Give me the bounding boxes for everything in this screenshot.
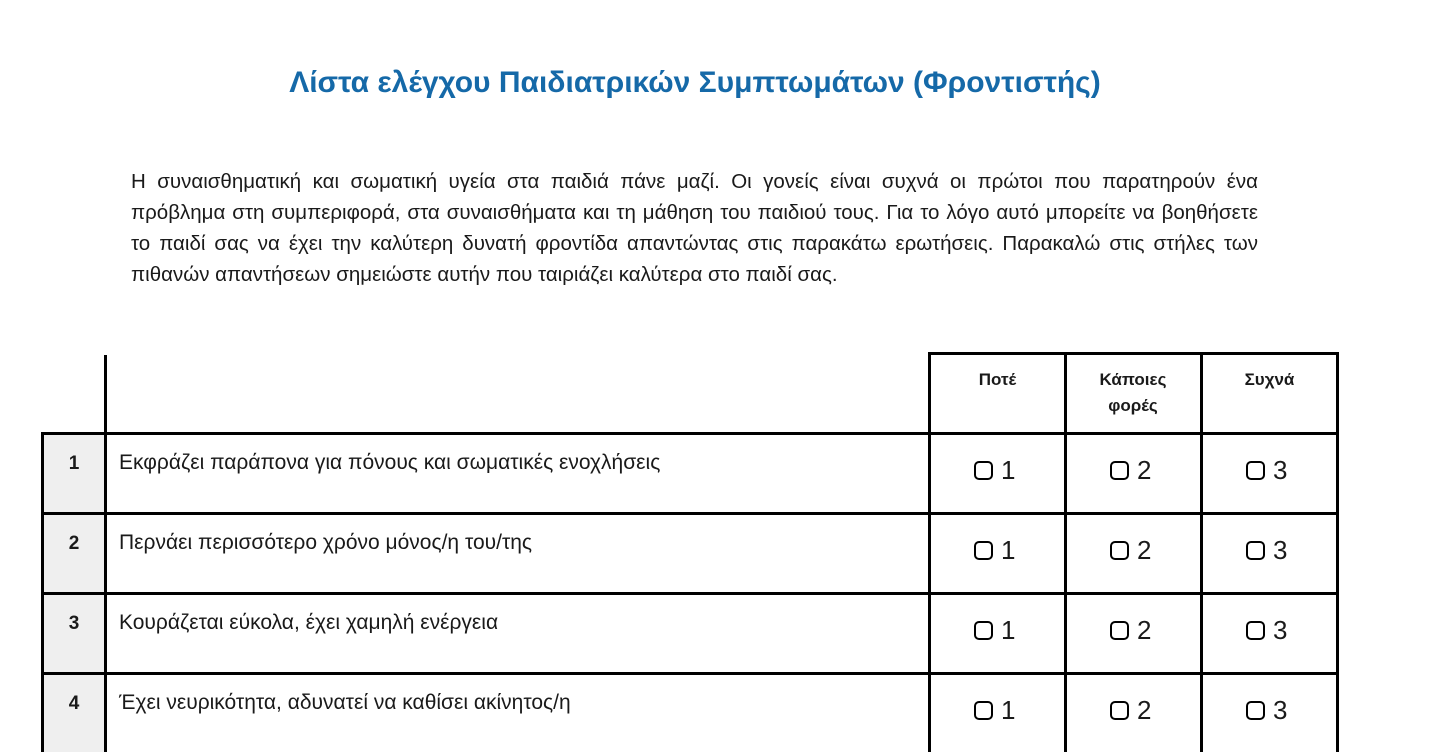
- option-label: 2: [1137, 535, 1152, 565]
- option-never[interactable]: [974, 535, 1015, 566]
- option-label: 3: [1273, 695, 1288, 725]
- row-number: 1: [68, 453, 80, 474]
- option-sometimes[interactable]: [1110, 695, 1151, 726]
- checkbox-icon[interactable]: [974, 621, 993, 640]
- divider: [41, 512, 1339, 515]
- option-never[interactable]: [974, 615, 1015, 646]
- divider: [1200, 352, 1203, 752]
- option-sometimes[interactable]: [1110, 615, 1151, 646]
- checkbox-icon[interactable]: [1246, 461, 1265, 480]
- column-header-often: Συχνά: [1244, 370, 1295, 389]
- checkbox-icon[interactable]: [1246, 541, 1265, 560]
- column-header-sometimes: Κάποιες φορές: [1099, 370, 1167, 415]
- option-often[interactable]: [1246, 535, 1287, 566]
- option-often[interactable]: [1246, 615, 1287, 646]
- option-never[interactable]: [974, 455, 1015, 486]
- option-label: 1: [1001, 695, 1016, 725]
- page-title: Λίστα ελέγχου Παιδιατρικών Συμπτωμάτων (Φροντιστής): [289, 66, 1101, 99]
- divider: [41, 592, 1339, 595]
- option-label: 3: [1273, 535, 1288, 565]
- option-often[interactable]: [1246, 455, 1287, 486]
- option-never[interactable]: [974, 695, 1015, 726]
- intro-paragraph: Η συναισθηματική και σωματική υγεία στα παιδιά πάνε μαζί. Οι γονείς είναι συχνά οι πρώτοι που παρατηρούν ένα πρόβλημα στη συμπεριφορά, στα συναισθήματα και τη μάθηση του παιδιού τους. Για το λόγο αυτό μπορείτε να βοηθήσετε το παιδί σας να έχει την καλύτερη δυνατή φροντίδα απαντώντας στις παρακάτω ερωτήσεις. Παρακαλώ στις στήλες των πιθανών απαντήσεων σημειώστε αυτήν που ταιριάζει καλύτερα στο παιδί σας.: [131, 170, 1258, 286]
- row-question: Κουράζεται εύκολα, έχει χαμηλή ενέργεια: [119, 611, 499, 634]
- option-label: 1: [1001, 615, 1016, 645]
- option-label: 1: [1001, 535, 1016, 565]
- checkbox-icon[interactable]: [1110, 621, 1129, 640]
- checkbox-icon[interactable]: [1246, 621, 1265, 640]
- divider: [928, 352, 931, 752]
- row-question: Έχει νευρικότητα, αδυνατεί να καθίσει ακίνητος/η: [119, 691, 571, 714]
- checkbox-icon[interactable]: [974, 541, 993, 560]
- checkbox-icon[interactable]: [1110, 701, 1129, 720]
- option-often[interactable]: [1246, 695, 1287, 726]
- row-number: 4: [68, 693, 80, 714]
- option-label: 2: [1137, 455, 1152, 485]
- checkbox-icon[interactable]: [974, 701, 993, 720]
- divider: [104, 355, 107, 752]
- option-label: 3: [1273, 455, 1288, 485]
- option-label: 3: [1273, 615, 1288, 645]
- option-label: 1: [1001, 455, 1016, 485]
- checkbox-icon[interactable]: [1110, 461, 1129, 480]
- row-number: 2: [68, 533, 80, 554]
- checkbox-icon[interactable]: [974, 461, 993, 480]
- row-question: Εκφράζει παράπονα για πόνους και σωματικές ενοχλήσεις: [119, 451, 661, 474]
- column-header-never: Ποτέ: [978, 370, 1017, 389]
- divider: [928, 352, 1339, 355]
- option-label: 2: [1137, 695, 1152, 725]
- row-number: 3: [68, 613, 80, 634]
- divider: [41, 432, 1339, 435]
- option-sometimes[interactable]: [1110, 535, 1151, 566]
- option-sometimes[interactable]: [1110, 455, 1151, 486]
- divider: [1336, 352, 1339, 752]
- checkbox-icon[interactable]: [1246, 701, 1265, 720]
- divider: [1064, 352, 1067, 752]
- row-question: Περνάει περισσότερο χρόνο μόνος/η του/της: [119, 531, 533, 554]
- divider: [41, 672, 1339, 675]
- checkbox-icon[interactable]: [1110, 541, 1129, 560]
- option-label: 2: [1137, 615, 1152, 645]
